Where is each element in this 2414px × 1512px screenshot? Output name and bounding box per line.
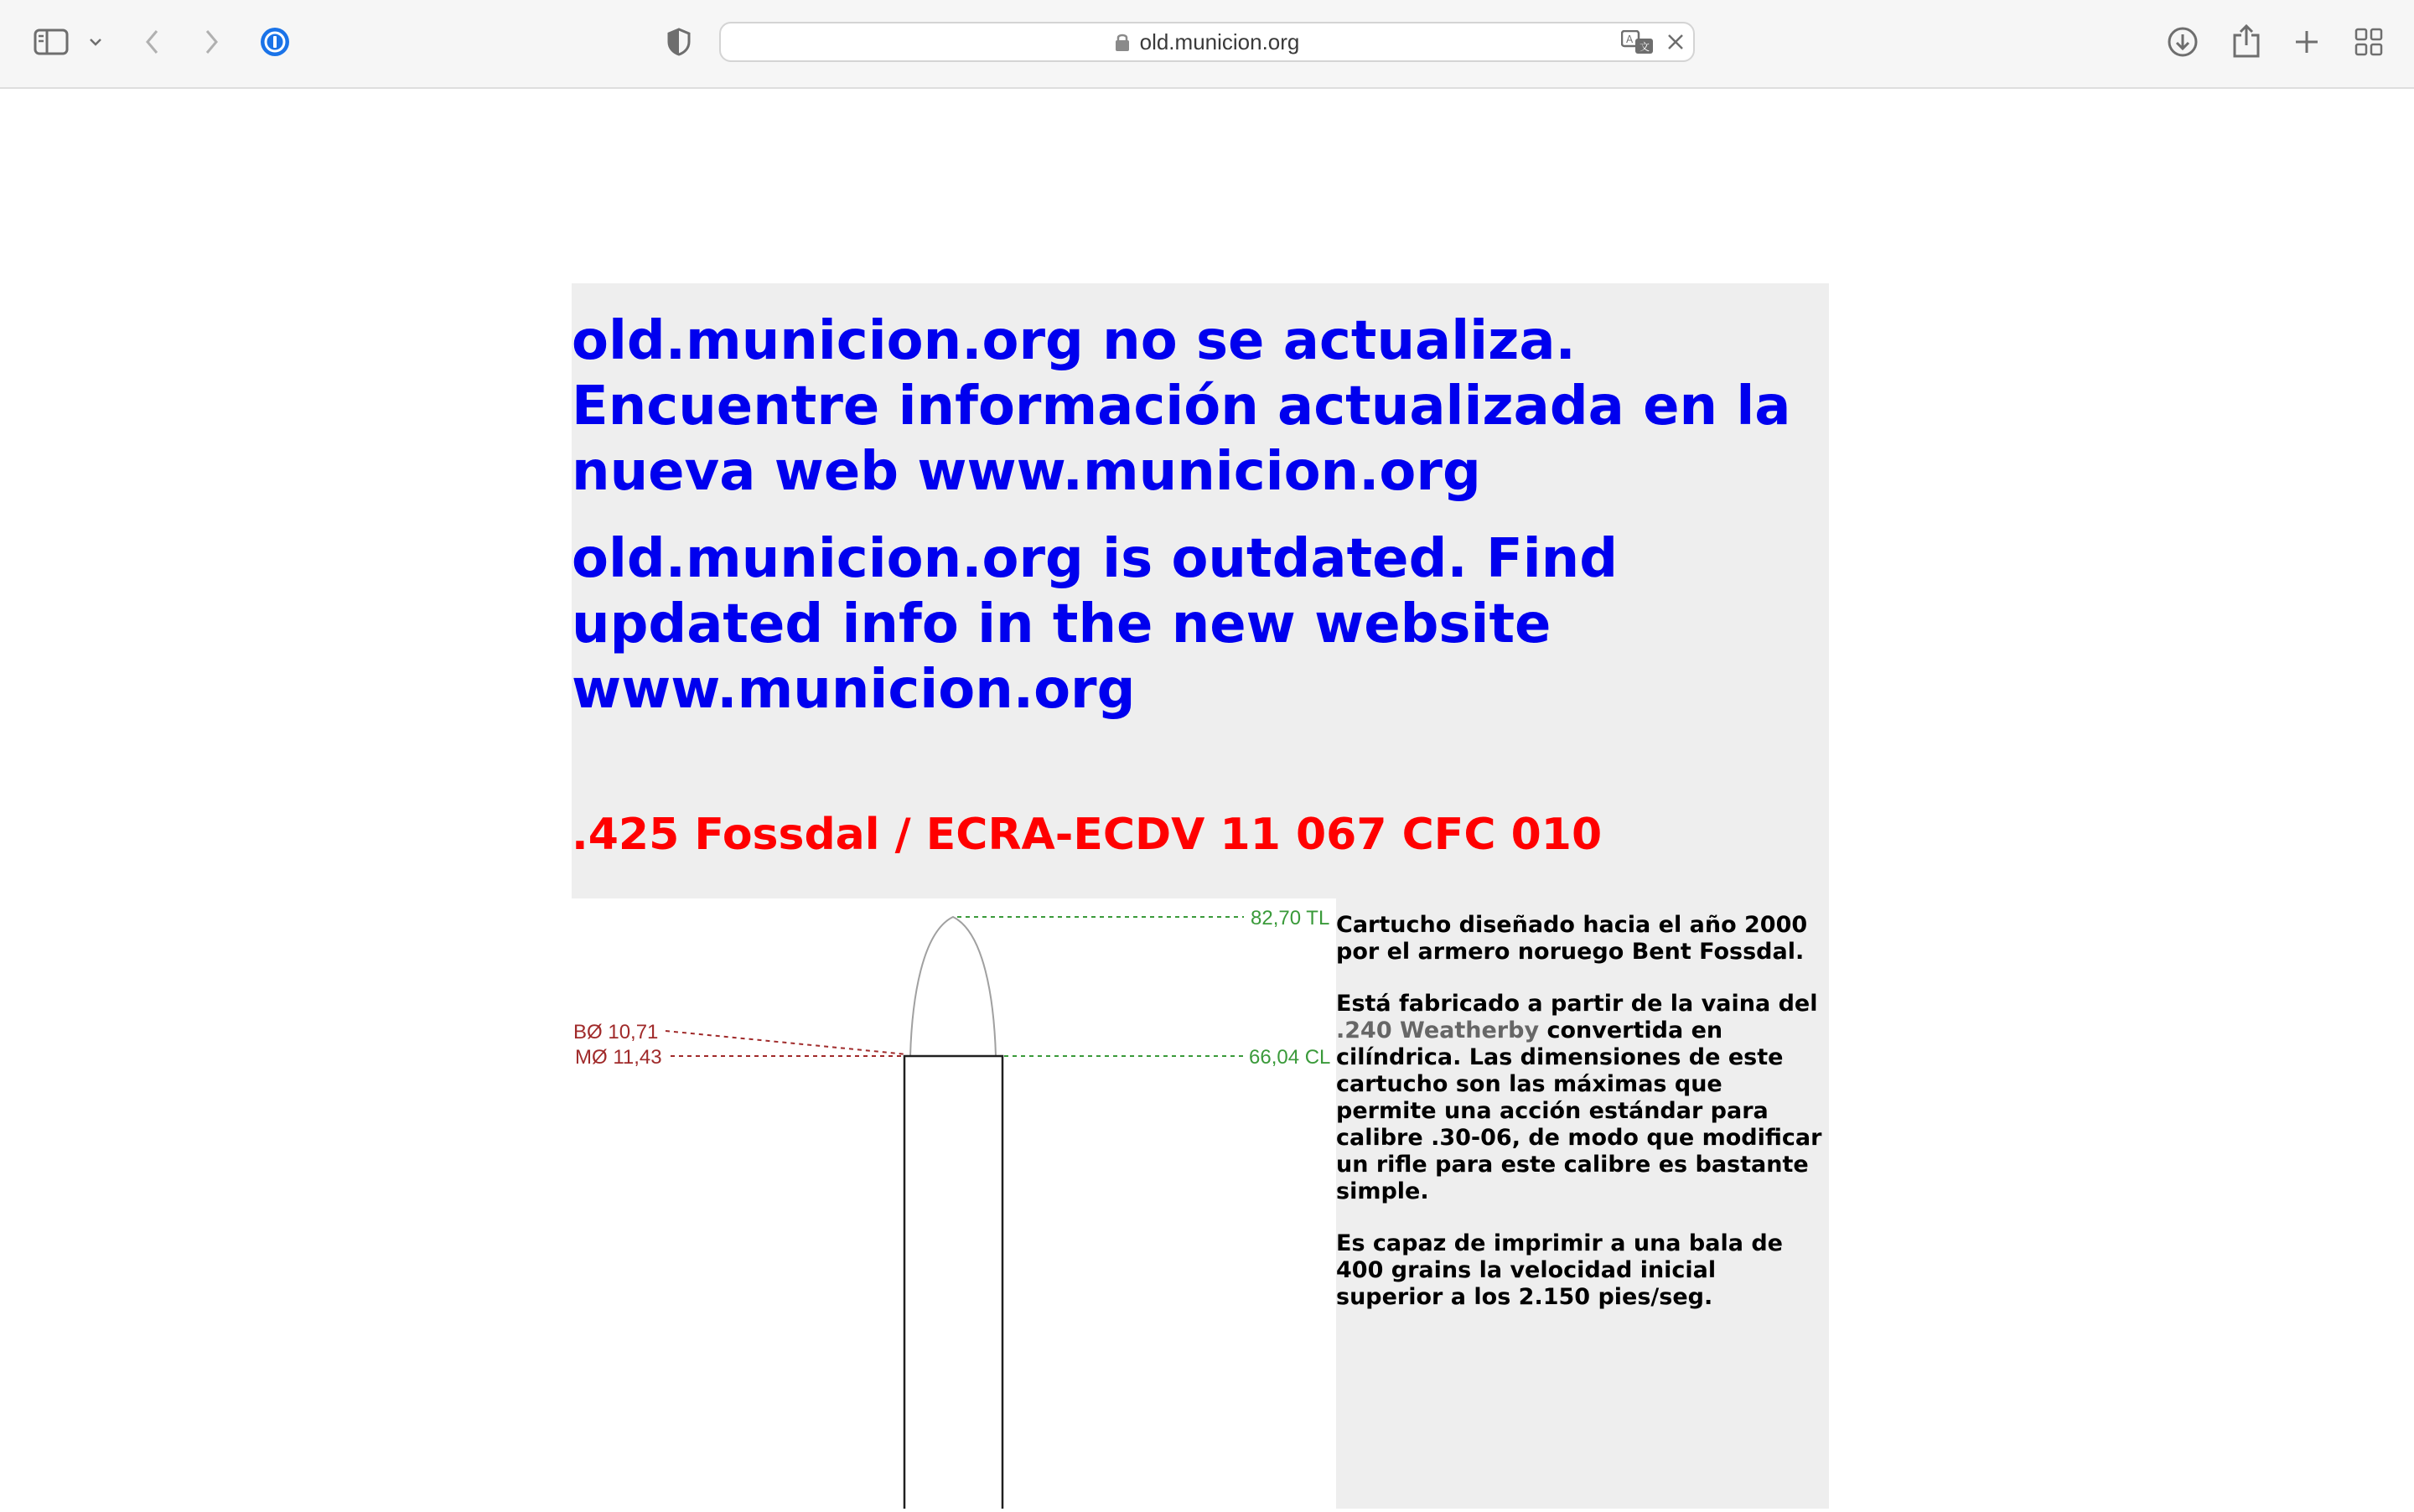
weatherby-link[interactable]: .240 Weatherby [1336,1017,1540,1043]
description-paragraph-3: Es capaz de imprimir a una bala de 400 grains la velocidad inicial superior a los 2.150 pies/seg. [1336,1230,1783,1310]
notice-spanish: old.municion.org no se actualiza. Encuentre información actualizada en la nueva web www.municion.org [572,310,1791,503]
share-icon[interactable] [2228,22,2265,60]
bullet-diameter-leader [666,1031,907,1054]
download-icon[interactable] [2164,23,2201,60]
mouth-diameter-label: MØ 11,43 [575,1046,662,1069]
cartridge-title: .425 Fossdal / ECRA-ECDV 11 067 CFC 010 [572,810,1603,860]
translate-icon[interactable] [1621,30,1655,55]
case-length-label: 66,04 CL [1249,1046,1331,1069]
page-content [572,283,1829,1509]
description-paragraph-1: Cartucho diseñado hacia el año 2000 por el armero noruego Bent Fossdal. [1336,912,1808,965]
case-outline [904,1056,1002,1509]
notice-english: old.municion.org is outdated. Find updated info in the new website www.municion.org [572,528,1618,721]
sidebar-icon[interactable] [32,25,70,59]
privacy-shield-icon[interactable] [662,25,696,59]
forward-arrow-icon[interactable] [196,25,226,59]
plus-icon[interactable] [2290,25,2323,59]
bullet-outline [910,917,996,1056]
svg-text:A: A [1626,34,1634,45]
close-icon[interactable] [1666,33,1685,51]
bullet-diameter-label: BØ 10,71 [573,1021,659,1043]
chevron-down-icon[interactable] [85,32,106,52]
tab-overview-icon[interactable] [2352,25,2386,59]
browser-toolbar [0,0,2414,89]
description-panel [1336,898,1829,1509]
description-p2-start: Está fabricado a partir de la vaina del [1336,991,1818,1017]
cartridge-diagram [572,898,1334,1509]
description-p2-end: convertida en cilíndrica. Las dimensiones de este cartucho son las máximas que permite una acción estándar para calibre .30-06, de modo que modificar un rifle para este calibre es bastante simple. [1336,1017,1822,1204]
back-arrow-icon[interactable] [137,25,168,59]
password-manager-icon[interactable] [258,25,292,59]
address-bar[interactable] [719,22,1695,62]
total-length-label: 82,70 TL [1251,907,1330,929]
cartridge-drawing [572,898,1334,1509]
url-text[interactable]: old.municion.org [1139,28,1300,54]
description-paragraph-2 [1336,991,1829,1205]
lock-icon [1115,32,1130,52]
svg-text:文: 文 [1640,41,1650,53]
notice-box [572,283,1829,898]
